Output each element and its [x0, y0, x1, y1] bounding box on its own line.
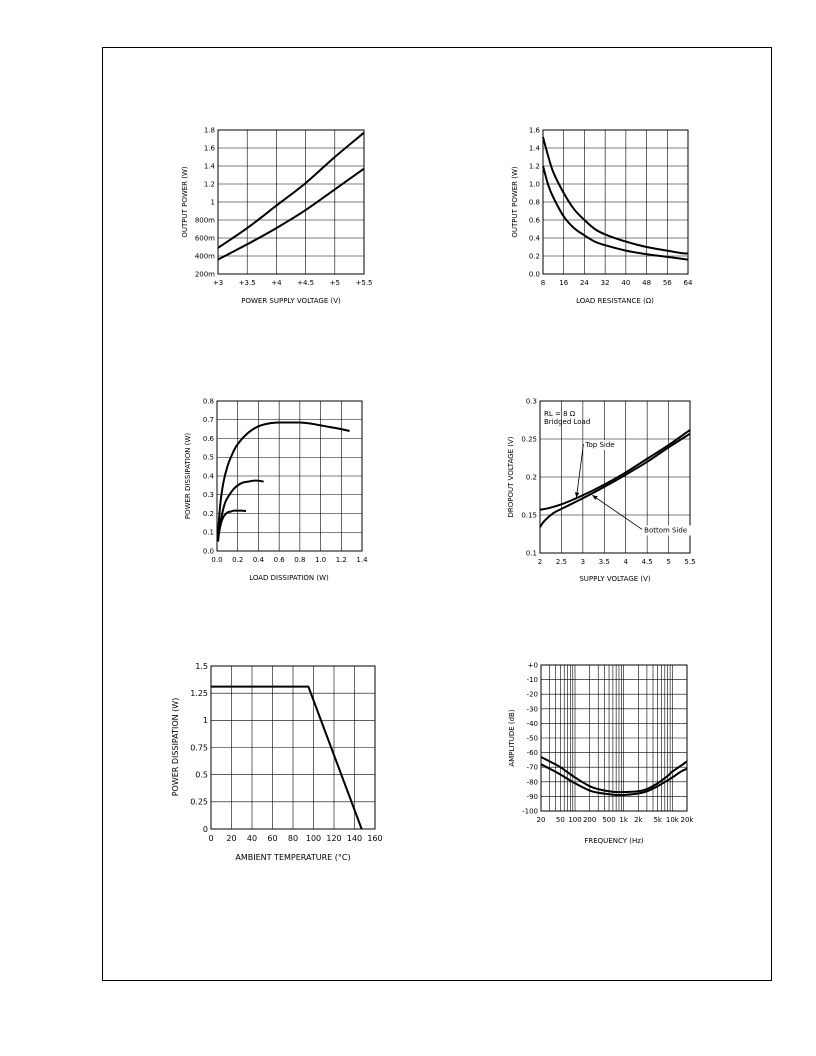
y-tick-label: 1.0	[528, 180, 540, 189]
y-tick-label: 0.5	[195, 770, 208, 780]
y-tick-label: -80	[526, 778, 538, 787]
series-line-lower	[218, 169, 364, 260]
x-tick-label: 0.8	[294, 556, 306, 564]
y-tick-label: 0.4	[202, 472, 214, 481]
x-tick-label: 48	[642, 279, 652, 287]
x-tick-label: 40	[621, 279, 631, 287]
x-axis-label: LOAD DISSIPATION (W)	[249, 574, 329, 582]
y-tick-label: 0.0	[528, 270, 540, 279]
x-tick-label: 60	[267, 834, 278, 843]
y-tick-label: 0.0	[202, 547, 214, 556]
x-axis-label: SUPPLY VOLTAGE (V)	[579, 575, 651, 583]
x-tick-label: 56	[662, 279, 672, 287]
x-axis-label: AMBIENT TEMPERATURE (°C)	[235, 853, 351, 862]
x-tick-label: 64	[683, 279, 693, 287]
y-tick-label: 0	[202, 824, 208, 834]
y-tick-label: -90	[526, 792, 538, 801]
x-tick-label: 8	[540, 279, 546, 287]
x-tick-label: 50	[555, 816, 565, 824]
y-tick-label: 1	[202, 716, 208, 726]
y-tick-label: -40	[526, 719, 538, 728]
x-tick-label: 24	[579, 279, 589, 287]
y-tick-label: -100	[522, 807, 538, 816]
x-tick-label: 2	[537, 558, 543, 566]
x-tick-label: 120	[326, 834, 342, 843]
x-axis-label: FREQUENCY (Hz)	[584, 837, 644, 845]
y-tick-label: 0.15	[521, 511, 537, 520]
y-axis-label: DROPOUT VOLTAGE (V)	[507, 436, 515, 518]
x-tick-label: 2.5	[555, 558, 567, 566]
chart-power-dissipation-vs-load-dissipation	[184, 397, 368, 582]
y-tick-label: 0.75	[190, 743, 208, 753]
x-tick-label: 0	[208, 834, 214, 843]
x-tick-label: 20	[226, 834, 237, 843]
x-tick-label: 0.6	[273, 556, 285, 564]
annotation-arrowhead	[592, 495, 597, 500]
y-tick-label: 0.25	[190, 797, 208, 807]
y-tick-label: 1	[210, 198, 215, 207]
y-tick-label: 1.6	[203, 144, 215, 153]
y-tick-label: 0.3	[202, 491, 214, 500]
x-tick-label: 100	[305, 834, 322, 843]
series-line-upper	[218, 133, 364, 248]
y-tick-label: 1.4	[203, 162, 215, 171]
chart-dropout-voltage-vs-supply-voltage	[507, 397, 696, 583]
annotation-label-bottom-side: Bottom Side	[644, 526, 688, 535]
chart-output-power-vs-supply-voltage	[181, 126, 373, 305]
y-tick-label: 600m	[194, 234, 215, 243]
y-tick-label: 1.5	[195, 661, 208, 671]
y-tick-label: 200m	[194, 270, 215, 279]
x-tick-label: 3	[580, 558, 586, 566]
x-tick-label: +5.5	[355, 279, 373, 287]
series-line-upper	[543, 137, 688, 253]
x-tick-label: 2k	[634, 816, 643, 824]
y-tick-label: -60	[526, 749, 538, 758]
legend-load-resistance: RL = 8 Ω	[544, 410, 576, 418]
x-tick-label: 200	[582, 816, 597, 824]
chart-amplitude-vs-frequency	[508, 661, 694, 845]
x-tick-label: 0.2	[232, 556, 244, 564]
x-tick-label: +3.5	[238, 279, 256, 287]
y-tick-label: 0.7	[202, 416, 214, 425]
x-tick-label: 140	[346, 834, 363, 843]
y-tick-label: 1.2	[528, 162, 540, 171]
y-tick-label: 0.6	[202, 434, 214, 443]
y-tick-label: 400m	[194, 252, 215, 261]
y-tick-label: 0.5	[202, 453, 214, 462]
y-axis-label: OUTPUT POWER (W)	[511, 166, 519, 238]
x-tick-label: 1k	[619, 816, 628, 824]
chart-power-dissipation-vs-ambient-temperature	[171, 662, 383, 862]
x-tick-label: 5.5	[684, 558, 696, 566]
y-tick-label: -30	[526, 705, 538, 714]
y-tick-label: -10	[526, 676, 538, 685]
x-tick-label: 20	[536, 816, 546, 824]
y-tick-label: 0.2	[525, 473, 537, 482]
y-tick-label: 800m	[194, 216, 215, 225]
series-line-lower	[543, 166, 688, 260]
y-tick-label: 0.6	[528, 216, 540, 225]
x-tick-label: 160	[367, 834, 383, 843]
x-tick-label: 32	[600, 279, 610, 287]
x-tick-label: +5	[329, 279, 340, 287]
series-line-derating	[211, 687, 362, 829]
y-axis-label: OUTPUT POWER (W)	[181, 166, 189, 238]
x-tick-label: 1.2	[335, 556, 347, 564]
y-tick-label: 1.2	[203, 180, 215, 189]
y-tick-label: 0.8	[202, 397, 214, 406]
x-tick-label: 80	[287, 834, 299, 843]
annotation-leader-line	[576, 444, 583, 498]
x-tick-label: 10k	[665, 816, 679, 824]
y-tick-label: 0.25	[521, 435, 537, 444]
y-tick-label: 0.4	[528, 234, 540, 243]
x-tick-label: 40	[246, 834, 258, 843]
annotation-leader-line	[592, 495, 642, 529]
x-tick-label: 100	[568, 816, 582, 824]
x-axis-label: LOAD RESISTANCE (Ω)	[576, 297, 654, 305]
y-tick-label: 1.4	[528, 144, 540, 153]
y-tick-label: 1.8	[203, 126, 215, 135]
legend-bridged-load: Bridged Load	[544, 418, 591, 426]
y-axis-label: AMPLITUDE (dB)	[508, 709, 516, 767]
x-tick-label: 20k	[680, 816, 694, 824]
y-tick-label: 0.1	[525, 549, 537, 558]
x-tick-label: 4	[623, 558, 628, 566]
x-tick-label: 500	[602, 816, 616, 824]
y-tick-label: 0.8	[528, 198, 540, 207]
x-tick-label: 5	[666, 558, 671, 566]
y-tick-label: 0.1	[202, 528, 214, 537]
x-tick-label: +4.5	[297, 279, 315, 287]
y-tick-label: -50	[526, 734, 538, 743]
annotation-label-top-side: Top Side	[585, 440, 615, 449]
y-tick-label: 0.2	[202, 509, 214, 518]
y-tick-label: -70	[526, 763, 538, 772]
y-tick-label: 1.25	[190, 688, 208, 698]
x-tick-label: 0.4	[252, 556, 264, 564]
x-tick-label: 1.4	[356, 556, 368, 564]
y-tick-label: 0.2	[528, 252, 540, 261]
x-tick-label: +4	[271, 279, 282, 287]
y-tick-label: -20	[526, 690, 538, 699]
x-tick-label: +3	[212, 279, 224, 287]
x-axis-label: POWER SUPPLY VOLTAGE (V)	[241, 297, 341, 305]
x-tick-label: 5k	[653, 816, 662, 824]
x-tick-label: 0.0	[211, 556, 223, 564]
chart-output-power-vs-load-resistance	[511, 126, 693, 305]
y-axis-label: POWER DISSIPATION (W)	[171, 697, 180, 797]
x-tick-label: 4.5	[641, 558, 653, 566]
x-tick-label: 3.5	[598, 558, 610, 566]
x-tick-label: 1.0	[315, 556, 327, 564]
y-tick-label: 1.6	[528, 126, 540, 135]
y-tick-label: 0.3	[525, 397, 537, 406]
y-axis-label: POWER DISSIPATION (W)	[184, 432, 192, 520]
x-tick-label: 16	[559, 279, 569, 287]
y-tick-label: +0	[527, 661, 538, 670]
